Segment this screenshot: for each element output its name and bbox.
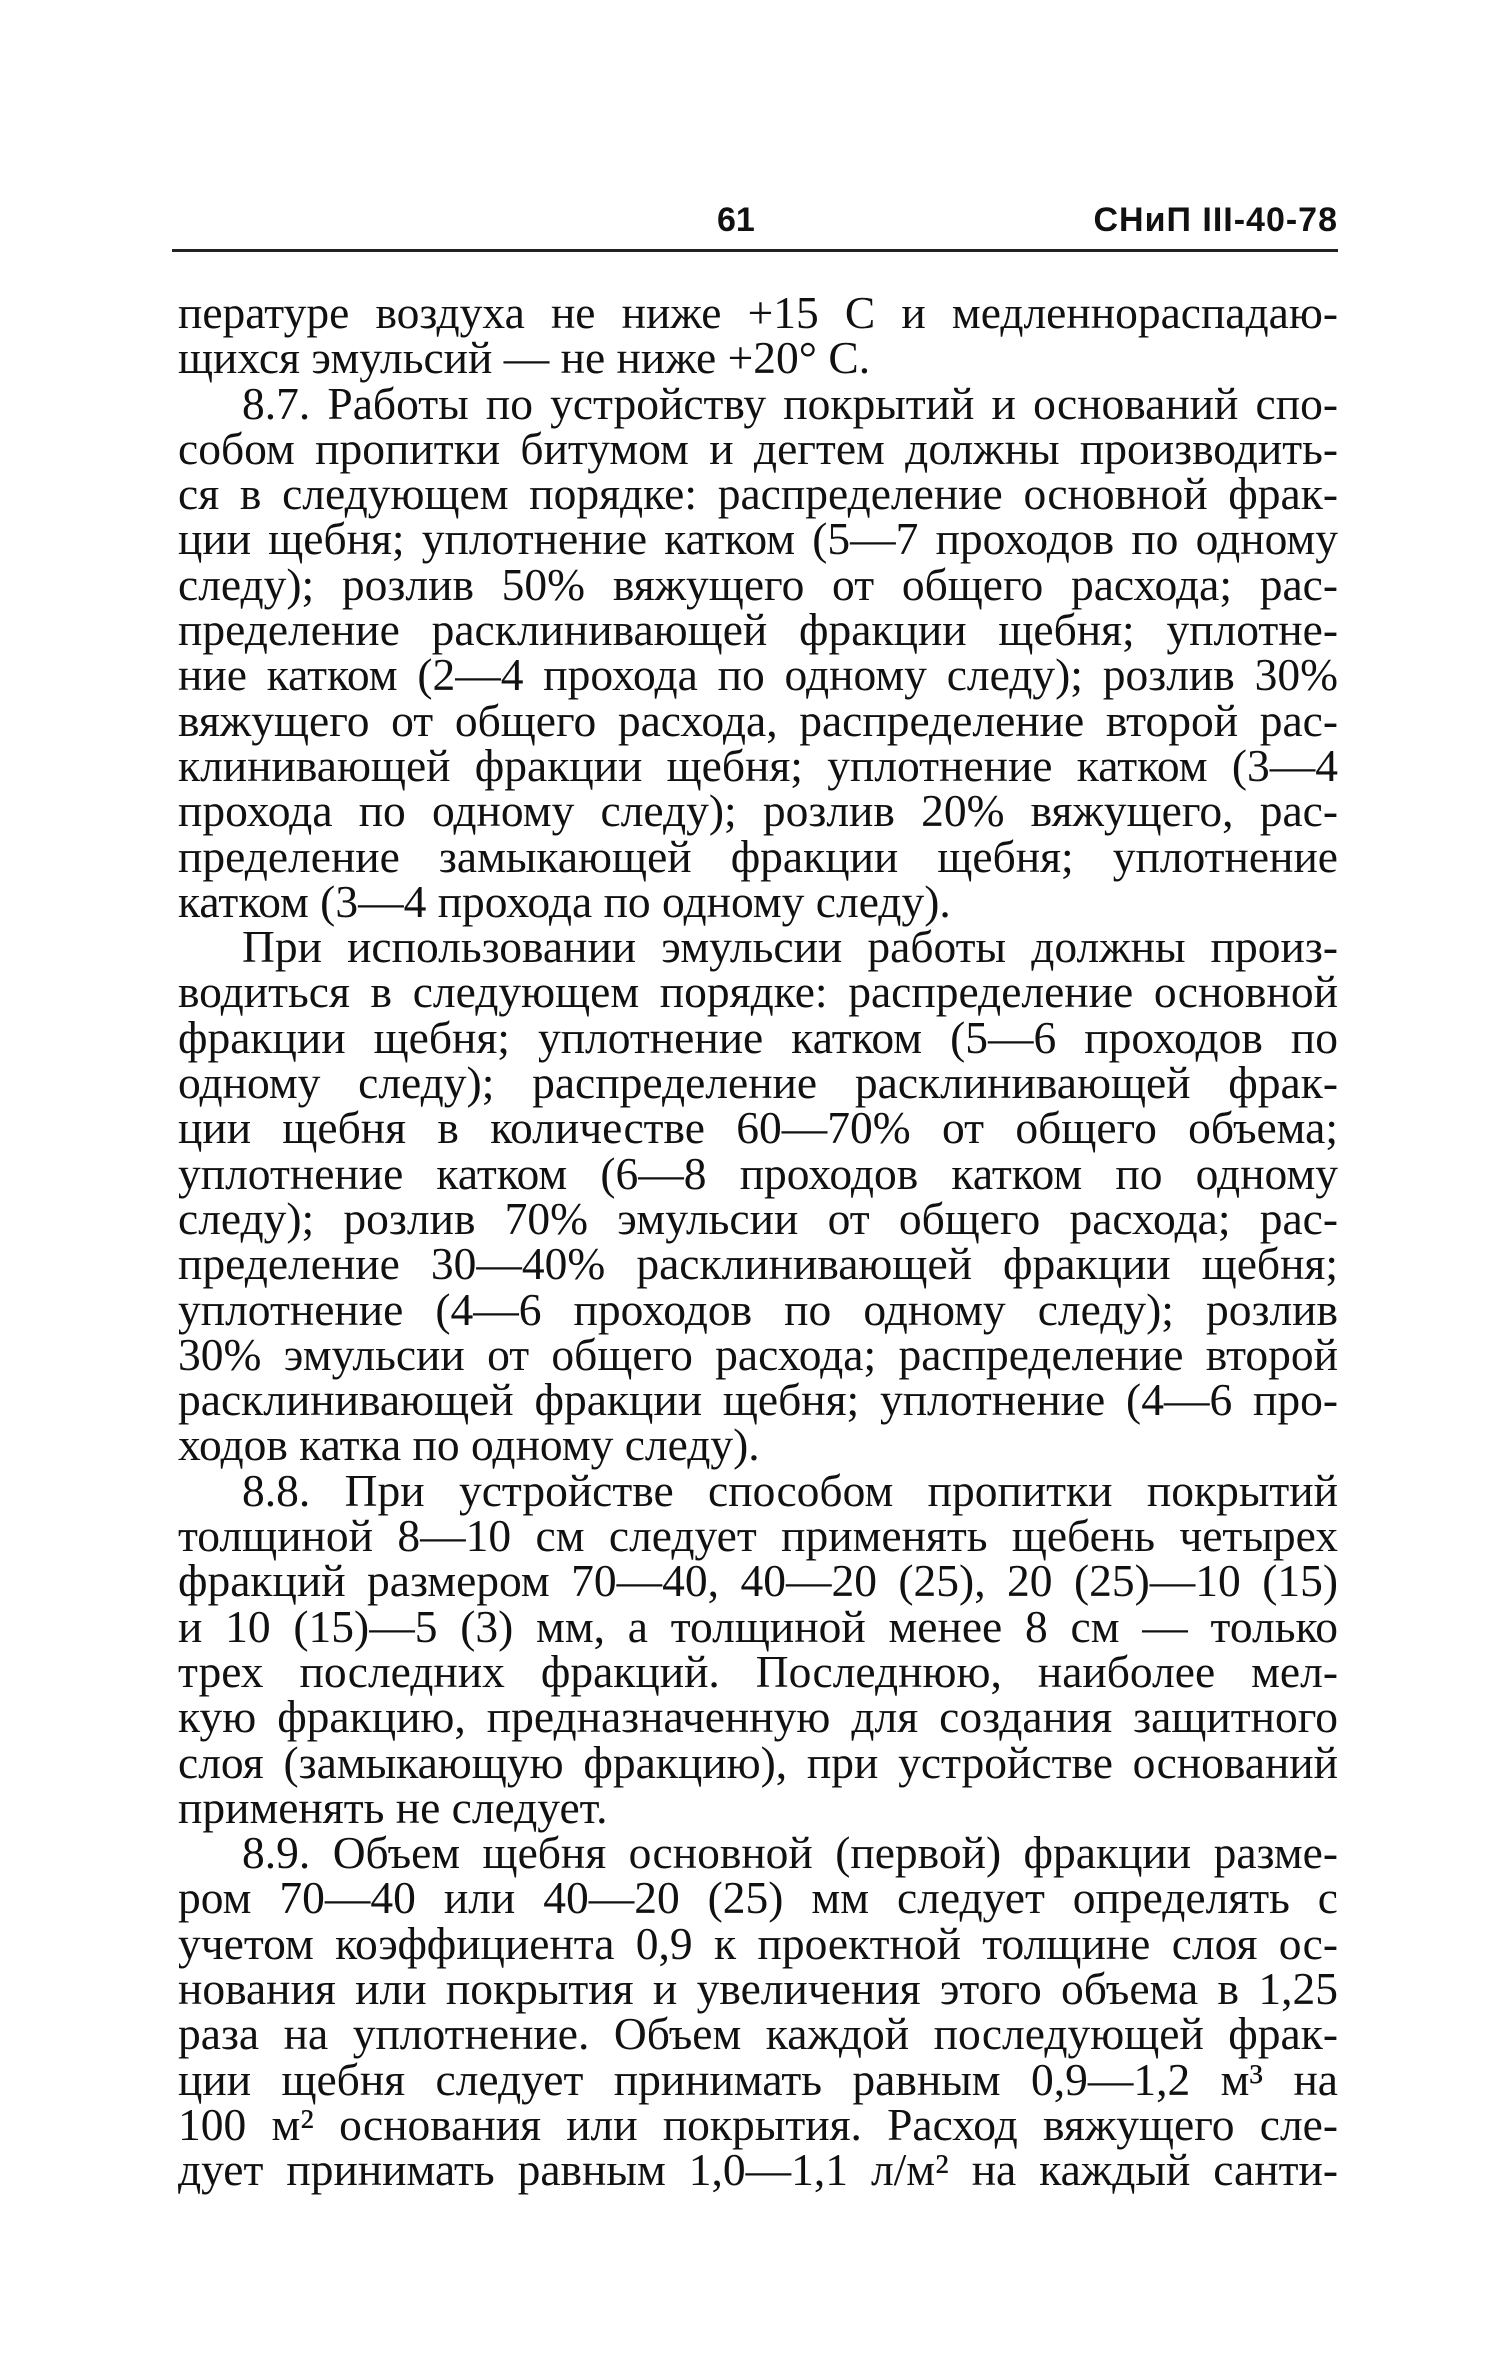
text-line: прохода по одному следу); розлив 20% вяжущего, рас- [178,785,1338,837]
text-line: толщиной 8—10 см следует применять щебень четырех [178,1510,1338,1562]
text-line: клинивающей фракции щебня; уплотнение катком (3—4 [178,739,1338,791]
text-line: пературе воздуха не ниже +15 С и медленнораспадаю- [178,287,1338,338]
running-header [172,196,1338,252]
text-line: щихся эмульсий — не ниже +20° С. [178,332,871,384]
paragraph-8-9 [178,1827,1338,2196]
text-line: ции щебня; уплотнение катком (5—7 проходов по одному [178,513,1338,565]
text-line: уплотнение (4—6 проходов по одному следу); розлив [178,1283,1338,1335]
paragraph-8-8 [178,1464,1338,1833]
text-line: ции щебня в количестве 60—70% от общего объема; [178,1102,1338,1154]
page-number: 61 [717,201,755,239]
paragraph-8-7 [178,377,1338,927]
text-line: следу); розлив 50% вяжущего от общего расхода; рас- [178,558,1338,610]
text-line: уплотнение катком (6—8 проходов катком по одному [178,1147,1338,1199]
text-line: катком (3—4 прохода по одному следу). [178,875,951,927]
text-line: фракций размером 70—40, 40—20 (25), 20 (25)—10 (15) [178,1555,1338,1607]
text-line: 30% эмульсии от общего расхода; распределение второй [178,1328,1338,1380]
text-line: фракции щебня; уплотнение катком (5—6 проходов по [178,1011,1338,1063]
text-line: ние катком (2—4 прохода по одному следу); розлив 30% [178,649,1338,701]
text-line: вяжущего от общего расхода, распределение второй рас- [178,694,1338,746]
text-line: учетом коэффициента 0,9 к проектной толщине слоя ос- [178,1917,1338,1969]
text-line: 8.8. При устройстве способом пропитки покрытий [242,1464,1338,1516]
text-line: пределение расклинивающей фракции щебня; уплотне- [178,604,1338,656]
text-line: 8.7. Работы по устройству покрытий и оснований спо- [242,377,1338,429]
text-line: расклинивающей фракции щебня; уплотнение (4—6 про- [178,1374,1338,1426]
text-line: собом пропитки битумом и дегтем должны производить- [178,422,1338,474]
text-line: 100 м² основания или покрытия. Расход вяжущего сле- [178,2098,1338,2150]
text-line: ром 70—40 или 40—20 (25) мм следует определять с [178,1872,1338,1924]
header-rule [172,249,1338,252]
text-line: 8.9. Объем щебня основной (первой) фракции разме- [242,1827,1338,1879]
text-line: одному следу); распределение расклинивающей фрак- [178,1057,1338,1109]
text-line: слоя (замыкающую фракцию), при устройстве оснований [178,1736,1338,1788]
text-line: ции щебня следует принимать равным 0,9—1,2 м³ на [178,2053,1338,2105]
body-text [178,287,1338,2196]
paragraph-emulsion [178,921,1338,1471]
text-line: дует принимать равным 1,0—1,1 л/м² на каждый санти- [178,2144,1338,2196]
text-line: раза на уплотнение. Объем каждой последующей фрак- [178,2008,1338,2060]
text-line: ходов катка по одному следу). [178,1419,760,1471]
text-line: При использовании эмульсии работы должны произ- [242,921,1338,973]
text-line: ся в следующем порядке: распределение основной фрак- [178,468,1338,520]
text-line: трех последних фракций. Последнюю, наиболее мел- [178,1645,1338,1697]
text-line: пределение 30—40% расклинивающей фракции щебня; [178,1238,1338,1290]
text-line: кую фракцию, предназначенную для создания защитного [178,1691,1338,1743]
text-line: водиться в следующем порядке: распределение основной [178,966,1338,1018]
text-line: нования или покрытия и увеличения этого объема в 1,25 [178,1962,1338,2014]
text-line: пределение замыкающей фракции щебня; уплотнение [178,830,1338,882]
text-line: следу); розлив 70% эмульсии от общего расхода; рас- [178,1192,1338,1244]
text-line: и 10 (15)—5 (3) мм, а толщиной менее 8 см — только [178,1600,1338,1652]
paragraph-continuation [178,287,1338,384]
document-code: СНиП III-40-78 [1093,201,1338,239]
text-line: применять не следует. [178,1781,608,1833]
